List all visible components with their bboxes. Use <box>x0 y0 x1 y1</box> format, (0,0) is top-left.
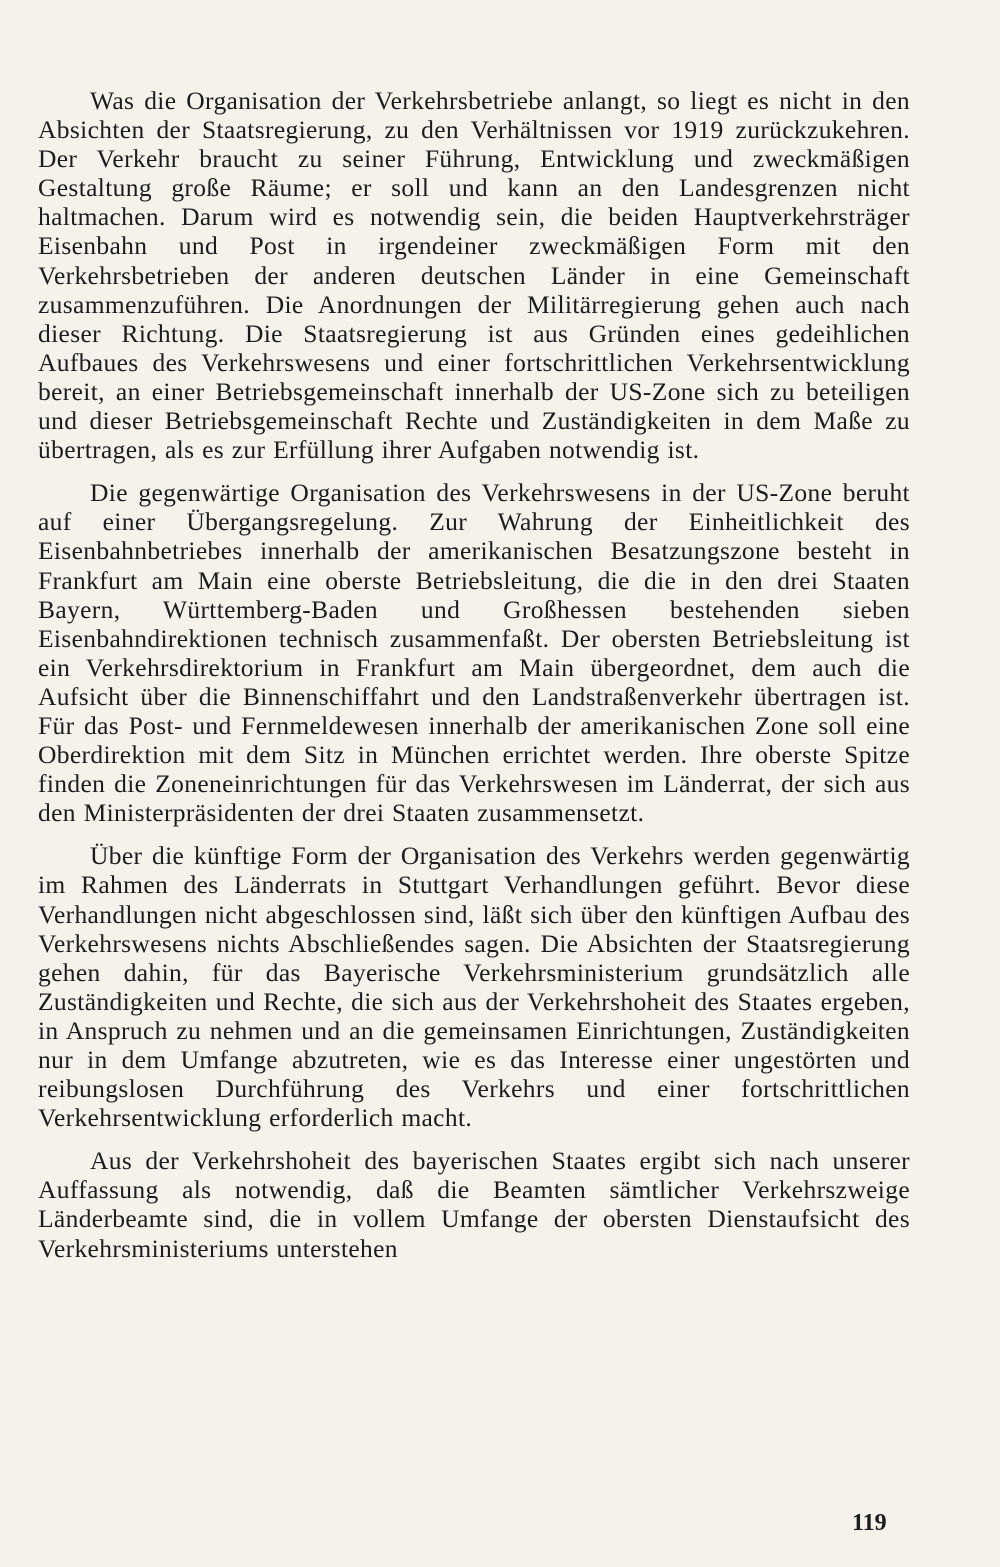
page-number: 119 <box>852 1510 887 1536</box>
paragraph-us-zone-organisation: Die gegenwärtige Organisation des Verkehrswesens in der US-Zone beruht auf einer Übergangsregelung. Zur Wahrung der Einheitlichkeit des Eisenbahnbetriebes innerhalb der amerikanischen Besatzungszone besteht in Frankfurt am Main eine oberste Betriebsleitung, die die in den drei Staaten Bayern, Württemberg-Baden und Großhessen bestehenden sieben Eisenbahndirektionen technisch zusammenfaßt. Der obersten Betriebsleitung ist ein Verkehrsdirektorium in Frankfurt am Main übergeordnet, dem auch die Aufsicht über die Binnenschiffahrt und den Landstraßenverkehr übertragen ist. Für das Post- und Fernmeldewesen innerhalb der amerikanischen Zone soll eine Oberdirektion mit dem Sitz in München errichtet werden. Ihre oberste Spitze finden die Zoneneinrichtungen für das Verkehrswesen im Länderrat, der sich aus den Ministerpräsidenten der drei Staaten zusammensetzt. <box>38 478 910 828</box>
body-text <box>38 86 910 1263</box>
paragraph-verkehrsbetriebe: Was die Organisation der Verkehrsbetriebe anlangt, so liegt es nicht in den Absichten der Staatsregierung, zu den Verhältnissen vor 1919 zurückzukehren. Der Verkehr braucht zu seiner Führung, Entwicklung und zweckmäßigen Gestaltung große Räume; er soll und kann an den Landesgrenzen nicht haltmachen. Darum wird es notwendig sein, die beiden Hauptverkehrsträger Eisenbahn und Post in irgendeiner zweckmäßigen Form mit den Verkehrsbetrieben der anderen deutschen Länder in eine Gemeinschaft zusammenzuführen. Die Anordnungen der Militärregierung gehen auch nach dieser Richtung. Die Staatsregierung ist aus Gründen eines gedeihlichen Aufbaues des Verkehrswesens und einer fortschrittlichen Verkehrsentwicklung bereit, an einer Betriebsgemeinschaft innerhalb der US-Zone sich zu beteiligen und dieser Betriebsgemeinschaft Rechte und Zuständigkeiten in dem Maße zu übertragen, als es zur Erfüllung ihrer Aufgaben notwendig ist. <box>38 86 910 465</box>
paragraph-kuenftige-organisation: Über die künftige Form der Organisation des Verkehrs werden gegenwärtig im Rahmen des Länderrats in Stuttgart Verhandlungen geführt. Bevor diese Verhandlungen nicht abgeschlossen sind, läßt sich über den künftigen Aufbau des Verkehrswesens nichts Abschließendes sagen. Die Absichten der Staatsregierung gehen dahin, für das Bayerische Verkehrsministerium grundsätzlich alle Zuständigkeiten und Rechte, die sich aus der Verkehrshoheit des Staates ergeben, in Anspruch zu nehmen und an die gemeinsamen Einrichtungen, Zuständigkeiten nur in dem Umfange abzutreten, wie es das Interesse einer ungestörten und reibungslosen Durchführung des Verkehrs und einer fortschrittlichen Verkehrsentwicklung erforderlich macht. <box>38 841 910 1133</box>
paragraph-verkehrshoheit: Aus der Verkehrshoheit des bayerischen Staates ergibt sich nach unserer Auffassung als notwendig, daß die Beamten sämtlicher Verkehrszweige Länderbeamte sind, die in vollem Umfange der obersten Dienstaufsicht des Verkehrsministeriums unterstehen <box>38 1146 910 1263</box>
